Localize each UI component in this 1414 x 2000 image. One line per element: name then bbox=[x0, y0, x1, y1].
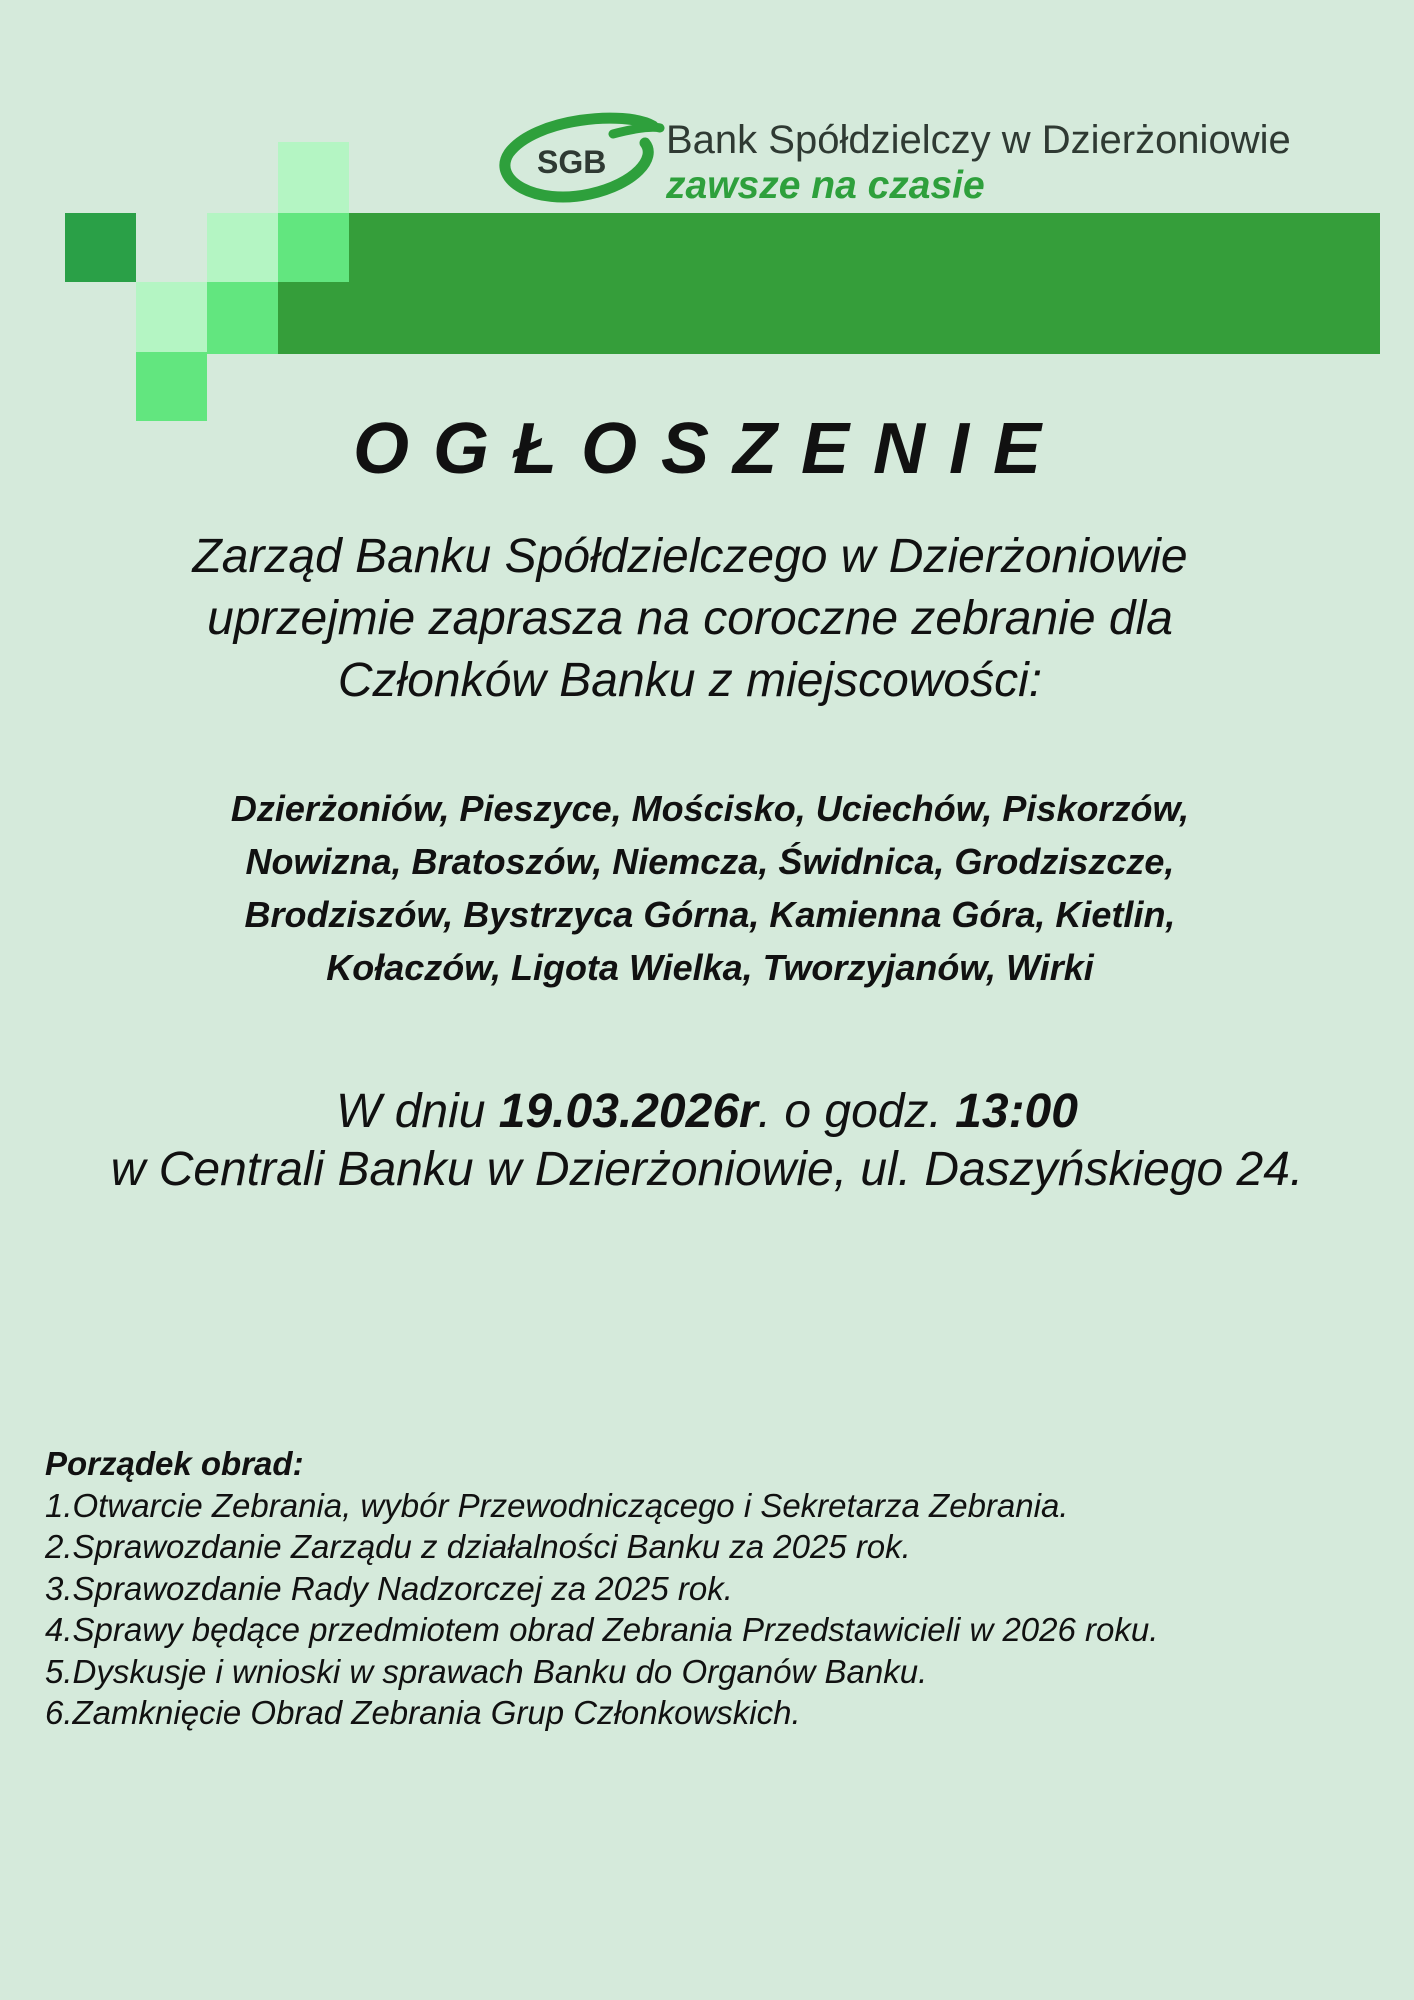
meeting-datetime bbox=[0, 1083, 1414, 1141]
places-line: Nowizna, Bratoszów, Niemcza, Świdnica, Grodziszcze, bbox=[245, 841, 1175, 882]
places-line: Dzierżoniów, Pieszyce, Mościsko, Uciechów, Piskorzów, bbox=[230, 788, 1190, 829]
logo-text: SGB bbox=[537, 144, 607, 180]
bank-name: Bank Spółdzielczy w Dzierżoniowie bbox=[666, 118, 1291, 162]
page-title: OGŁOSZENIE bbox=[352, 409, 1066, 489]
sgb-logo bbox=[495, 108, 665, 213]
intro-line: uprzejmie zaprasza na coroczne zebranie dla bbox=[207, 592, 1173, 645]
time-prefix: . o godz. bbox=[757, 1085, 956, 1138]
places-list bbox=[60, 782, 1360, 994]
intro-line: Zarząd Banku Spółdzielczego w Dzierżoniowie bbox=[192, 530, 1188, 583]
date-prefix: W dniu bbox=[336, 1085, 499, 1138]
intro-text bbox=[60, 526, 1320, 712]
agenda-item: 5.Dyskusje i wnioski w sprawach Banku do Organów Banku. bbox=[45, 1652, 928, 1690]
agenda-item: 6.Zamknięcie Obrad Zebrania Grup Członkowskich. bbox=[45, 1694, 801, 1731]
decor-square bbox=[136, 282, 207, 352]
decor-square bbox=[65, 213, 136, 282]
decor-square bbox=[207, 213, 278, 282]
places-line: Kołaczów, Ligota Wielka, Tworzyjanów, Wirki bbox=[326, 947, 1094, 988]
agenda-item: 3.Sprawozdanie Rady Nadzorczej za 2025 rok. bbox=[45, 1569, 733, 1607]
meeting-details bbox=[0, 1083, 1414, 1199]
intro-line: Członków Banku z miejscowości: bbox=[337, 654, 1043, 707]
header-band bbox=[278, 213, 1380, 354]
meeting-time: 13:00 bbox=[955, 1085, 1078, 1138]
agenda-item: 1.Otwarcie Zebrania, wybór Przewodniczącego i Sekretarza Zebrania. bbox=[45, 1486, 1069, 1524]
decor-square bbox=[278, 142, 349, 213]
places-line: Brodziszów, Bystrzyca Górna, Kamienna Góra, Kietlin, bbox=[244, 894, 1176, 935]
agenda bbox=[45, 1443, 1385, 1734]
bank-tagline: zawsze na czasie bbox=[666, 164, 985, 207]
meeting-location: w Centrali Banku w Dzierżoniowie, ul. Daszyńskiego 24. bbox=[110, 1143, 1304, 1196]
decor-square bbox=[207, 282, 278, 354]
agenda-item: 2.Sprawozdanie Zarządu z działalności Banku za 2025 rok. bbox=[45, 1528, 911, 1565]
agenda-item: 4.Sprawy będące przedmiotem obrad Zebrania Przedstawicieli w 2026 roku. bbox=[45, 1611, 1159, 1648]
decor-square bbox=[278, 213, 349, 282]
meeting-date: 19.03.2026r bbox=[498, 1085, 758, 1138]
agenda-heading: Porządek obrad: bbox=[45, 1445, 304, 1482]
